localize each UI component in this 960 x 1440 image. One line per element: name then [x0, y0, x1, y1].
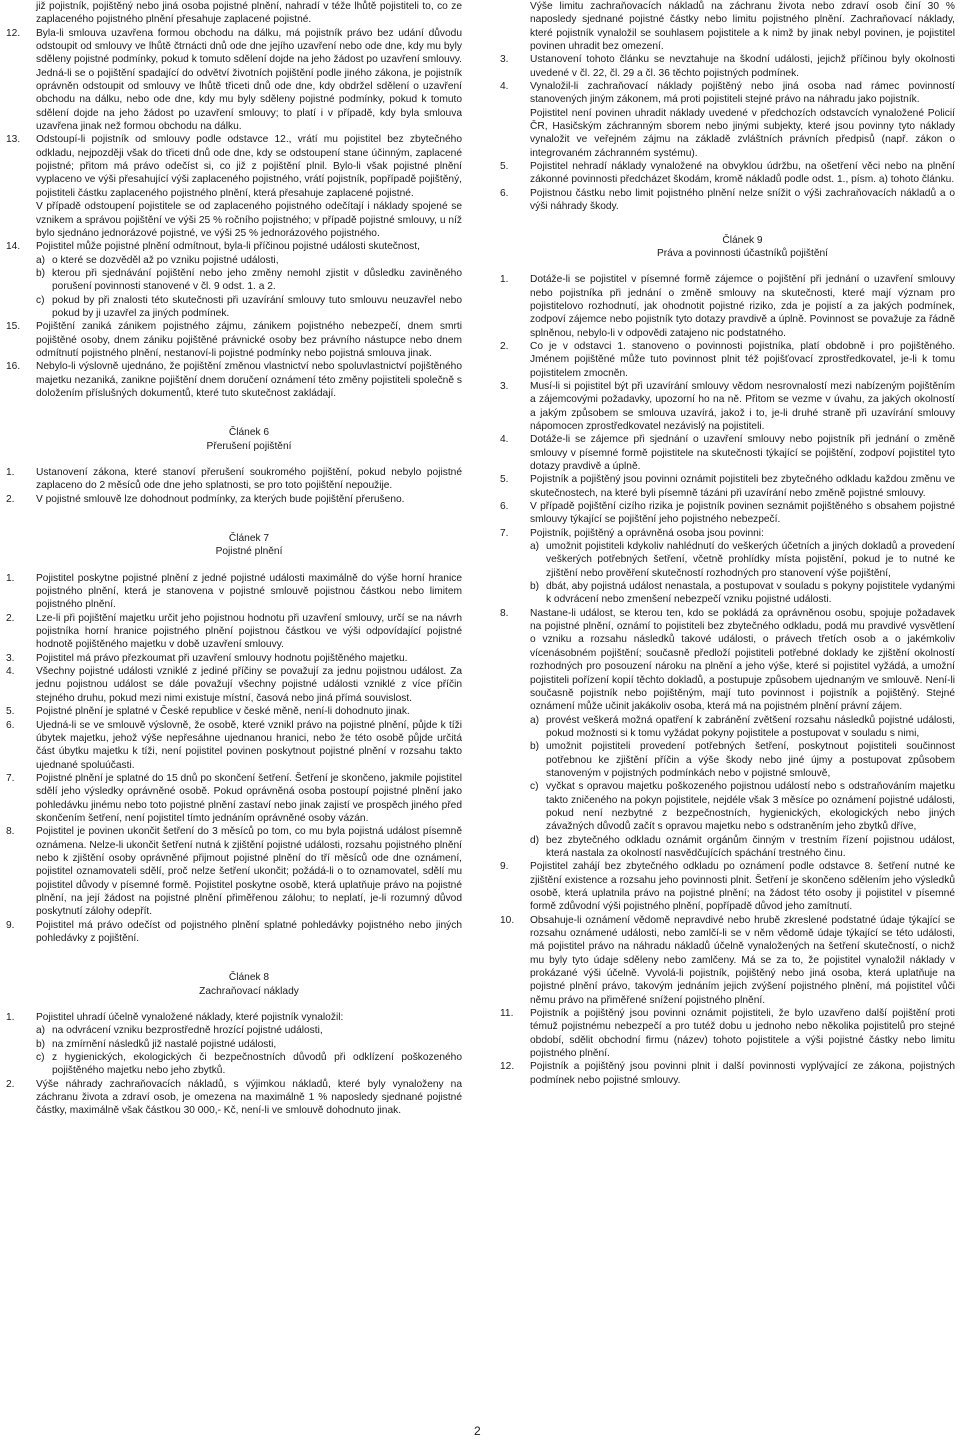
- article-7-item-7: [6, 772, 462, 825]
- article-9-item-10: [500, 914, 955, 1007]
- article-7-subtitle: Pojistné plnění: [215, 546, 283, 558]
- paragraph-text: Pojistník a pojištěný jsou povinni oznámit pojistiteli bez zbytečného odkladu každou změnu ve skutečnostech, na které byli písemně tázáni při uzavírání nebo změně pojistné smlouvy.: [530, 474, 955, 499]
- article-7-item-9: [6, 919, 462, 946]
- right-column: [500, 0, 955, 1087]
- page-number: 2: [474, 1424, 481, 1438]
- list-letter: c): [530, 781, 539, 793]
- paragraph-text: Pojistitel poskytne pojistné plnění z jedné pojistné události maximálně do výše horní hranice pojistného plnění, která je stanovena v pojistné smlouvě pojistnou částkou nebo limitem pojistného plnění.: [36, 572, 462, 611]
- paragraph-12: [6, 27, 462, 134]
- paragraph-text: Nebylo-li výslovně ujednáno, že pojištění změnou vlastnictví nebo spoluvlastnictví pojištěného majetku nezaniká, zanikne pojištění dnem doručení oznámení této změny pojistiteli společně s doložením příslušných dokumentů, které tuto skutečnost zakládají.: [36, 361, 462, 399]
- paragraph-number: 1.: [6, 467, 15, 478]
- paragraph-number: 6.: [6, 719, 15, 731]
- paragraph-number: 13.: [6, 134, 21, 146]
- paragraph-text: Byla-li smlouva uzavřena formou obchodu na dálku, má pojistník právo bez udání důvodu odstoupit od smlouvy ve lhůtě čtrnácti dnů ode dne jejího uzavření nebo ode dne, kdy mu byly sděleny pojistné podmínky, pokud k tomuto sdělení dojde na jeho žádost po uzavření smlouvy. Jedná-li se o pojištění spadající do odvětví životních pojištění podle jiného zákona, je pojistník oprávněn odstoupit od smlouvy ve lhůtě třiceti dnů ode dne, kdy obdržel sdělení o uzavření obchodu na dálku, nebo ode dne, kdy mu byly sděleny pojistné podmínky, pokud k tomuto sdělení dojde na jeho žádost po uzavření smlouvy; to platí i v případě, kdy byla smlouva uzavřena jinak než formou obchodu na dálku.: [36, 27, 462, 133]
- article-8-item-4: [500, 80, 955, 107]
- list-letter: a): [36, 1025, 46, 1037]
- paragraph-number: 2.: [6, 1078, 15, 1090]
- paragraph-number: 6.: [500, 187, 509, 199]
- article-6-item-2: [6, 493, 462, 506]
- list-text: provést veškerá možná opatření k zabránění zvětšení rozsahu následků pojistné události, pokud možnosti si k tomu vyžádat pokyny pojistitele a postupovat v souladu s nimi,: [546, 714, 955, 739]
- list-text: z hygienických, ekologických či bezpečnostních důvodů při odklízení poškozeného pojištěného majetku nebo jeho zbytků.: [52, 1052, 462, 1077]
- list-text: kterou při sjednávání pojištění nebo jeho změny nemohl zjistit v důsledku zaviněného porušení povinnosti stanovené v čl. 9 odst. 1. a 2.: [52, 267, 462, 293]
- paragraph-text: Pojistnou částku nebo limit pojistného plnění nelze snížit o výši zachraňovacích nákladů a o výši náhrady škody.: [530, 187, 955, 213]
- paragraph-number: 12.: [500, 1061, 515, 1073]
- list-item: [530, 540, 955, 580]
- article-8-item-1: [6, 1011, 462, 1078]
- article-9-item-9: [500, 860, 955, 913]
- list-text: na odvrácení vzniku bezprostředně hrozící pojistné události,: [52, 1025, 323, 1037]
- list-item: [530, 740, 955, 780]
- paragraph-text: Pojistník a pojištěný jsou povinni plnit i další povinnosti vyplývající ze zákona, pojistných podmínek nebo pojistné smlouvy.: [530, 1061, 955, 1086]
- paragraph-16: [6, 360, 462, 400]
- article-8-item-3: [500, 53, 955, 80]
- paragraph-number: 11.: [500, 1008, 514, 1020]
- paragraph-13: [6, 133, 462, 200]
- paragraph-text: Pojistník a pojištěný jsou povinni oznámit pojistiteli, že bylo uzavřeno další pojištění proti témuž pojistnému nebezpečí a pro tutéž dobu u jednoho nebo několika pojistitelů pro stejné období, sdělit obchodní firmu (název) tohoto pojistitele a výši pojistné částky nebo limitu pojistného plnění.: [530, 1008, 955, 1060]
- list-letter: d): [530, 834, 540, 846]
- paragraph-text: Pojistitel nehradí náklady vynaložené na obvyklou údržbu, na ošetření věci nebo na plnění zákonné povinnosti předcházet škodám, kromě nákladů podle odst. 1., písm. a) tohoto článku.: [530, 161, 955, 186]
- paragraph-number: 15.: [6, 321, 21, 333]
- list-item: [530, 714, 955, 741]
- article-8-item-4-continuation: Pojistitel není povinen uhradit náklady uvedené v předchozích odstavcích vynaložené Policií ČR, Hasičským záchranným sborem nebo jinými subjekty, které jsou povinny tyto náklady vynaložit ve veřejném zájmu na základě zvláštních právních předpisů (např. zákon o integrovaném záchranném systému).: [530, 107, 955, 159]
- article-6-subtitle: Přerušení pojištění: [206, 440, 292, 452]
- list-item: [36, 1051, 462, 1078]
- paragraph-number: 2.: [6, 493, 15, 505]
- paragraph-number: 9.: [500, 861, 509, 873]
- paragraph-number: 16.: [6, 361, 21, 373]
- list-letter: a): [530, 541, 540, 553]
- article-6-title: Článek 6: [228, 427, 270, 439]
- list-item: [530, 780, 955, 833]
- paragraph-text: Ustanovení tohoto článku se nevztahuje na škodní události, jejichž příčinou byly okolnosti uvedené v čl. 22, čl. 29 a čl. 36 těchto pojistných podmínek.: [530, 54, 955, 79]
- list-text: bez zbytečného odkladu oznámit orgánům činným v trestním řízení pojistnou událost, která nastala za okolností nasvědčujících spáchání trestného činu.: [546, 834, 955, 859]
- article-9-item-6: [500, 500, 955, 527]
- paragraph-number: 7.: [6, 772, 15, 784]
- paragraph-text: Všechny pojistné události vzniklé z jediné příčiny se považují za jednu pojistnou událost. Za jednu pojistnou událost se dále považují všechny pojistné události vzniklé z více příčin stejného druhu, pokud mezi nimi existuje místní, časová nebo jiná přímá souvislost.: [36, 666, 462, 704]
- list-text: na zmírnění následků již nastalé pojistné události,: [52, 1038, 277, 1050]
- left-column: [6, 0, 462, 1118]
- article-9-item-7: [500, 527, 955, 607]
- paragraph-text: V pojistné smlouvě lze dohodnout podmínky, za kterých bude pojištění přerušeno.: [36, 493, 405, 505]
- article-9-item-2: [500, 340, 955, 380]
- paragraph-text: Výše náhrady zachraňovacích nákladů, s výjimkou nákladů, které byly vynaloženy na záchranu života a zdraví osob, je omezena na maximálně 1 % naposledy sjednané pojistné částky, maximálně však částkou 30 000,- Kč, není-li ve smlouvě dohodnuto jinak.: [36, 1078, 462, 1117]
- paragraph-number: 3.: [500, 54, 509, 66]
- paragraph-text: Pojistitel může pojistné plnění odmítnout, byla-li příčinou pojistné události skutečnost,: [36, 241, 420, 253]
- paragraph-text: Ustanovení zákona, které stanoví přerušení soukromého pojištění, pokud nebylo pojistné zaplaceno do 2 měsíců ode dne jeho splatnosti, se pro toto pojištění nepoužije.: [36, 467, 462, 492]
- paragraph-number: 2.: [6, 612, 15, 624]
- article-9-item-3: [500, 380, 955, 433]
- article-9-item-5: [500, 473, 955, 500]
- list-text: vyčkat s opravou majetku poškozeného pojistnou událostí nebo s odstraňováním majetku takto zničeného na pokyn pojistitele, nejdéle však 3 měsíce po oznámení pojistné události, pokud není nezbytné z bezpečnostních, hygienických, ekologických nebo jiných závažných důvodů začít s opravou majetku nebo s odstraněním jeho zbytků dříve,: [546, 781, 955, 833]
- paragraph-number: 12.: [6, 27, 21, 39]
- paragraph-number: 5.: [500, 161, 509, 173]
- paragraph-number: 2.: [500, 340, 509, 352]
- paragraph-text: Dotáže-li se zájemce při sjednání o uzavření smlouvy nebo pojistník při jednání o změně smlouvy v písemné formě pojistitele na skutečnosti týkající se pojištění, zodpoví pojistitel tyto dotazy pravdivě a úplně.: [530, 434, 955, 472]
- list-text: o které se dozvěděl až po vzniku pojistné události,: [52, 254, 279, 266]
- article-7-item-5: [6, 705, 462, 718]
- list-letter: b): [530, 741, 540, 753]
- paragraph-text: Pojistitel má právo odečíst od pojistného plnění splatné pohledávky pojistného nebo jiných pohledávky z pojištění.: [36, 919, 462, 944]
- paragraph-number: 8.: [6, 826, 15, 838]
- paragraph-13-continuation: V případě odstoupení pojistitele se od zaplaceného pojistného odečítají i náklady spojené se vznikem a správou pojištění ve výši 25 % ročního pojistného; v případě pojistné smlouvy, u níž bylo sjednáno jednorázové pojistné, ve výši 25 % jednorázového pojistného.: [36, 201, 462, 239]
- list-letter: b): [36, 267, 46, 279]
- paragraph-15: [6, 320, 462, 360]
- article-9-item-12: [500, 1060, 955, 1087]
- list-item: [530, 834, 955, 861]
- paragraph-text: Pojistitel uhradí účelně vynaložené náklady, které pojistník vynaložil:: [36, 1012, 344, 1024]
- article-7-item-1: [6, 572, 462, 612]
- paragraph-continuation: Výše limitu zachraňovacích nákladů na záchranu života nebo zdraví osob činí 30 % naposledy sjednané pojistné částky nebo limitu pojistného plnění. Zachraňovací náklady, které pojistník vynaložil se souhlasem pojistitele a k nimž by jinak nebyl povinen, je pojistitel povinen uhradit bez omezení.: [530, 1, 955, 53]
- article-6-item-1: [6, 466, 462, 493]
- article-7-title: Článek 7: [228, 533, 270, 545]
- article-8-item-6: [500, 187, 955, 214]
- list-item: [530, 580, 955, 607]
- list-text: pokud by při znalosti této skutečnosti při uzavírání smlouvy tuto smlouvu neuzavřel nebo pokud by ji uzavřel za jiných podmínek.: [52, 294, 462, 319]
- list-letter: a): [36, 254, 46, 266]
- article-8-subtitle: Zachraňovací náklady: [199, 985, 299, 997]
- paragraph-text: Pojistitel má právo přezkoumat při uzavření smlouvy hodnotu pojištěného majetku.: [36, 652, 408, 664]
- paragraph-text: Co je v odstavci 1. stanoveno o povinnosti pojistníka, platí obdobně i pro pojištěného. Jménem pojištěné může tuto povinnost plnit též pojišťovací zprostředkovatel, je-li k tomu pojistitelem zmocněn.: [530, 340, 955, 379]
- article-9-subtitle: Práva a povinnosti účastníků pojištění: [656, 247, 829, 259]
- paragraph-text: Vynaložil-li zachraňovací náklady pojištěný nebo jiná osoba nad rámec povinností stanovených jiným zákonem, má proti pojistiteli stejné právo na náhradu jako pojistník.: [530, 81, 955, 106]
- article-8-item-5: [500, 160, 955, 187]
- article-8-title: Článek 8: [228, 972, 270, 984]
- paragraph-text: Pojistník, pojištěný a oprávněná osoba jsou povinni:: [530, 527, 764, 539]
- list-item: [36, 1024, 462, 1037]
- paragraph-text: Ujedná-li se ve smlouvě výslovně, že osobě, které vznikl právo na pojistné plnění, půjde k tíži úbytek majetku, jehož výše nepřesáhne ujednanou hranici, nebo že této osobě půjde určitá část úbytku majetku k tíži, není pojistitel povinen poskytnout pojistné plnění v rozsahu takto ujednané spoluúčasti.: [36, 719, 462, 771]
- paragraph-number: 1.: [6, 572, 15, 584]
- list-letter: c): [36, 1052, 45, 1064]
- paragraph-number: 4.: [6, 666, 15, 678]
- paragraph-text: Odstoupí-li pojistník od smlouvy podle odstavce 12., vrátí mu pojistitel bez zbytečného odkladu, nejpozději však do třiceti dnů ode dne, kdy se odstoupení stane účinným, zaplacené pojistné; přitom má právo odečíst si, co již z pojištění plnil. Bylo-li však pojistné plnění vyplaceno ve výši přesahující výši zaplaceného pojistného, vrátí pojistník, popřípadě pojištěný, pojistiteli částku zaplaceného pojistného plnění, která přesahuje zaplacené pojistné.: [36, 134, 462, 199]
- list-letter: c): [36, 294, 45, 306]
- paragraph-number: 10.: [500, 914, 515, 926]
- paragraph-number: 9.: [6, 919, 15, 931]
- paragraph-text: Pojistitel je povinen ukončit šetření do 3 měsíců po tom, co mu byla pojistná událost písemně oznámena. Nelze-li ukončit šetření nutná k zjištění pojistné události, rozsahu pojistného plnění nebo k zjištění osoby oprávněné přijmout pojistné plnění do tří měsíců ode dne oznámení, pojistitel oznamovateli sdělí, proč nelze šetření ukončit; požádá-li o to oznamovatel, sdělí mu pojistitel důvody v písemné formě. Pojistitel poskytne osobě, která uplatňuje právo na pojistné plnění, na její žádost na pojistné plnění přiměřenou zálohu; to neplatí, je-li rozumný důvod poskytnutí zálohy odepřít.: [36, 826, 462, 918]
- paragraph-text: Nastane-li událost, se kterou ten, kdo se pokládá za oprávněnou osobu, spojuje požadavek na pojistné plnění, oznámí to pojistiteli bez zbytečného odkladu, podá mu pravdivé vysvětlení o vzniku a rozsahu následků takové události, o právech třetích osob a o jakémkoliv vícenásobném pojištění; současně předloží pojistiteli potřebné doklady ke zjištění okolností rozhodných pro posouzení nároku na plnění a jeho výše, které si pojistitel vyžádá, a umožní pojistiteli pořízení kopií těchto dokladů, a postupuje způsobem ujednaným ve smlouvě. Není-li současně pojistník nebo pojištěným, mají tuto povinnost i pojistník a pojištěný. Stejné oznámení může učinit jakákoliv osoba, která má na pojistném plnění právní zájem.: [530, 607, 955, 713]
- paragraph-text: Lze-li při pojištění majetku určit jeho pojistnou hodnotu při uzavření smlouvy, určí se na návrh pojistníka horní hranice pojistného plnění pojistnou částkou ve výši odpovídající pojistné hodnotě pojištěného majetku v době uzavření smlouvy.: [36, 612, 462, 651]
- paragraph-text: Pojistitel zahájí bez zbytečného odkladu po oznámení podle odstavce 8. šetření nutné ke zjištění existence a rozsahu jeho povinnosti plnit. Šetření je skončeno sdělením jeho výsledků osobě, která uplatnila právo na pojistné plnění; na žádost této osoby ji pojistitel v písemné formě zdůvodní výši pojistného plnění, popřípadě důvod jeho zamítnutí.: [530, 861, 955, 913]
- article-9-item-1: [500, 273, 955, 340]
- paragraph-number: 8.: [500, 607, 509, 619]
- paragraph-number: 1.: [6, 1012, 15, 1024]
- list-item: [36, 267, 462, 294]
- article-9-item-4: [500, 433, 955, 473]
- paragraph-number: 14.: [6, 241, 21, 253]
- list-item: [36, 1038, 462, 1051]
- list-item: [36, 254, 462, 267]
- paragraph-continuation: již pojistník, pojištěný nebo jiná osoba pojistné plnění, nahradí v téže lhůtě pojistiteli to, co ze zaplaceného pojistného plnění přesahuje zaplacené pojistné.: [36, 1, 462, 26]
- paragraph-number: 3.: [500, 380, 509, 392]
- paragraph-text: Pojistné plnění je splatné v České republice v české měně, není-li dohodnuto jinak.: [36, 706, 410, 718]
- paragraph-number: 4.: [500, 81, 509, 93]
- paragraph-14: [6, 240, 462, 320]
- paragraph-number: 1.: [500, 274, 509, 286]
- article-7-item-2: [6, 612, 462, 652]
- article-7-item-6: [6, 719, 462, 772]
- paragraph-text: Dotáže-li se pojistitel v písemné formě zájemce o pojištění při jednání o uzavření smlouvy nebo pojistníka při jednání o změně smlouvy na skutečnosti, které mají význam pro pojistitelovo rozhodnutí, jak ohodnotit pojistné riziko, zda je pojistí a za jakých podmínek, zodpoví zájemce nebo pojistník tyto dotazy pravdivě a úplně. Povinnost se považuje za řádně splněnou, nebylo-li v odpovědi zatajeno nic podstatného.: [530, 274, 955, 339]
- list-item: [36, 294, 462, 321]
- paragraph-number: 4.: [500, 434, 509, 446]
- article-9-item-11: [500, 1007, 955, 1060]
- paragraph-text: Musí-li si pojistitel být při uzavírání smlouvy vědom nesrovnalostí mezi nabízeným pojištěním a zájemcovými požadavky, upozorní ho na ně. Přitom se vezme v úvahu, za jakých okolností a jakým způsobem se smlouva uzavírá, jakož i to, je-li druhé straně při uzavírání smlouvy nápomocen zprostředkovatel nezávislý na pojistiteli.: [530, 380, 955, 432]
- list-text: umožnit pojistiteli provedení potřebných šetření, poskytnout pojistiteli součinnost potřebnou ke zjištění příčin a výše škody nebo jiné újmy a postupovat způsobem stanoveným v pojistných podmínkách nebo v pojistné smlouvě,: [546, 741, 955, 779]
- list-text: umožnit pojistiteli kdykoliv nahlédnutí do veškerých účetních a jiných dokladů a provedení veškerých potřebných šetření, včetně prohlídky místa pojistění, pokud je to nutné ke zjištění nebo prověření skutečností rozhodných pro stanovení výše pojištění,: [546, 541, 955, 579]
- article-9-item-8: [500, 607, 955, 861]
- paragraph-text: Obsahuje-li oznámení vědomě nepravdivé nebo hrubě zkreslené podstatné údaje týkající se rozsahu oznámené události, nebo zamlčí-li se v něm vědomě údaje týkající se této události, má pojistitel právo na náhradu nákladů účelně vynaložených na šetření skutečností, o nichž mu byly tyto údaje sděleny nebo zamlčeny. Má se za to, že pojistitel vynaložil náklady v prokázané výši účelně. Vyvolá-li pojistník, pojištěný nebo jiná osoba, která uplatňuje na pojistné plnění právo, takovým jednáním jejich zvýšení pojistného plnění, má pojistitel vůči němu právo na přiměřené snížení pojistného plnění.: [530, 914, 955, 1006]
- paragraph-number: 5.: [6, 706, 15, 718]
- list-letter: b): [36, 1038, 46, 1050]
- paragraph-text: Pojištění zaniká zánikem pojistného zájmu, zánikem pojistného nebezpečí, dnem smrti pojištěné osoby, dnem zániku pojištěné právnické osoby bez právního nástupce nebo dnem odmítnutí pojistného plnění, nestanoví-li pojistné podmínky nebo pojistná smlouva jinak.: [36, 321, 462, 359]
- paragraph-text: V případě pojištění cizího rizika je pojistník povinen seznámit pojištěného s obsahem pojistné smlouvy týkající se pojištění jeho pojistného nebezpečí.: [530, 501, 955, 526]
- paragraph-number: 6.: [500, 501, 509, 513]
- article-9-title: Článek 9: [722, 234, 763, 246]
- paragraph-number: 3.: [6, 652, 15, 664]
- article-7-item-3: [6, 652, 462, 665]
- article-7-item-8: [6, 825, 462, 918]
- paragraph-number: 7.: [500, 527, 509, 539]
- article-7-item-4: [6, 665, 462, 705]
- list-letter: b): [530, 581, 540, 593]
- list-text: dbát, aby pojistná událost nenastala, a postupovat v souladu s pokyny pojistitele vydanými k odvrácení nebo zmenšení nebezpečí vzniku pojistné události.: [546, 581, 955, 606]
- paragraph-text: Pojistné plnění je splatné do 15 dnů po skončení šetření. Šetření je skončeno, jakmile pojistitel sdělí jeho výsledky oprávněné osobě. Pokud oprávněná osoba postoupí pojistné plnění jako pohledávku jinému nebo toto pojistné plnění zastaví nebo jinak zajistí ve prospěch jiného před skončením šetření, není pojistitel tímto jednáním oprávněné osoby vázán.: [36, 772, 462, 824]
- list-letter: a): [530, 714, 540, 726]
- article-8-item-2: [6, 1078, 462, 1118]
- paragraph-number: 5.: [500, 474, 509, 486]
